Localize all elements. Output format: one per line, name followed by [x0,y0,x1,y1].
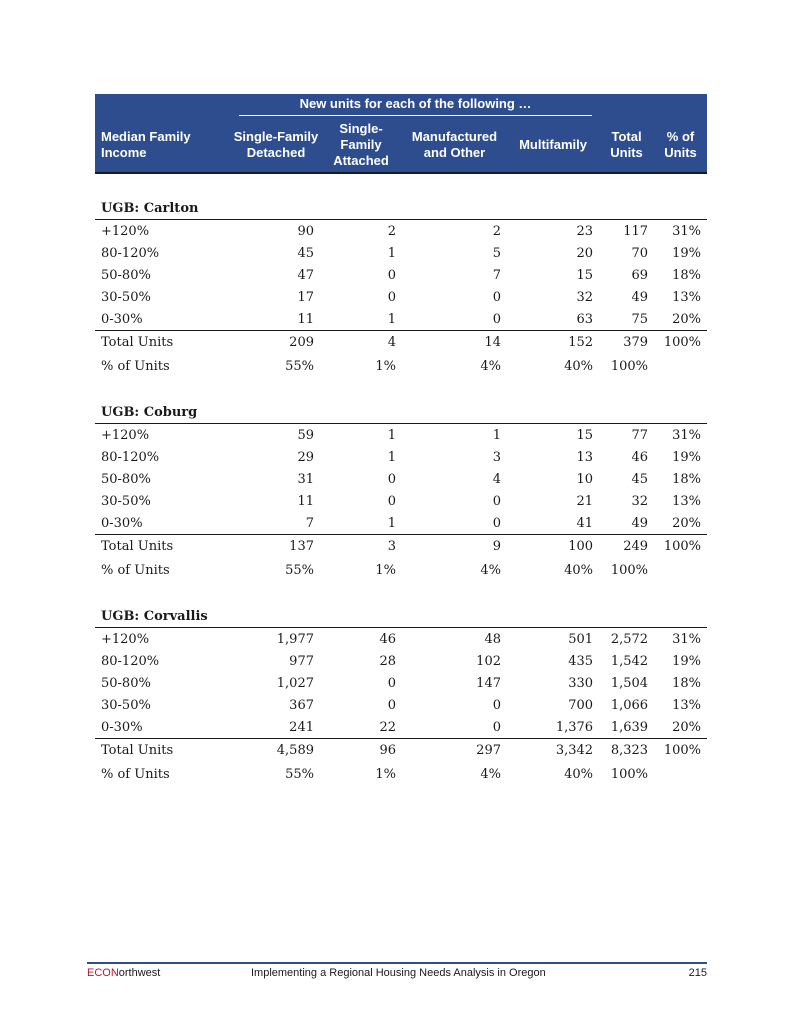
cell-mf: 40% [564,766,594,782]
section-title: UGB: Carlton [95,197,707,220]
section-spacer [95,174,707,197]
cell-sfa: 1% [375,358,396,374]
cell-total: 100% [610,766,649,782]
cell-sfd: 47 [297,267,314,283]
cell-mf: 40% [564,562,594,578]
section-spacer [95,582,707,605]
cell-sfd: 31 [297,471,314,487]
section-header-row [95,401,707,424]
row-label: 30-50% [101,493,151,509]
footer-brand: ECONorthwest [87,967,161,979]
cell-pct: 18% [672,675,702,691]
page-footer [87,962,707,979]
cell-mf: 10 [576,471,594,487]
col-header-sfa: Single-Family Attached [320,118,402,172]
header-group-row [95,94,707,118]
cell-pct [654,558,707,582]
table-row [95,672,707,694]
cell-total: 70 [631,245,649,261]
row-label: 0-30% [101,719,143,735]
section-header-row [95,605,707,628]
cell-mfg: 2 [492,223,501,239]
cell-mfg: 3 [492,449,501,465]
cell-sfa: 28 [379,653,396,669]
col-header-pct: % of Units [654,118,707,172]
cell-mfg: 14 [402,331,507,355]
cell-pct: 18% [672,471,702,487]
cell-sfa: 4 [320,331,402,355]
cell-total: 49 [631,289,649,305]
cell-sfa: 0 [387,289,396,305]
table-row [95,220,707,243]
table-row [95,242,707,264]
row-label: % of Units [101,562,170,578]
housing-units-table-container [95,94,707,786]
section-title: UGB: Corvallis [95,605,707,628]
cell-sfd: 209 [232,331,320,355]
cell-mfg: 297 [402,739,507,763]
row-label: +120% [101,223,150,239]
table-row [95,628,707,651]
cell-mfg: 4% [480,562,501,578]
row-label: 0-30% [101,515,143,531]
cell-mfg: 0 [492,719,501,735]
cell-sfd: 90 [297,223,314,239]
cell-pct: 18% [672,267,702,283]
cell-total: 100% [610,358,649,374]
cell-sfd: 45 [297,245,314,261]
row-label: 0-30% [101,311,143,327]
cell-sfa: 0 [387,675,396,691]
cell-total: 77 [631,427,649,443]
footer-title: Implementing a Regional Housing Needs Analysis in Oregon [251,967,546,979]
cell-mf: 63 [576,311,594,327]
row-label: +120% [101,427,150,443]
cell-pct: 31% [672,427,702,443]
cell-sfd: 55% [285,358,314,374]
total-row [95,535,707,559]
cell-total: 49 [631,515,649,531]
cell-mfg: 102 [476,653,501,669]
cell-sfa: 1 [387,515,396,531]
cell-mfg: 1 [492,427,501,443]
row-label: Total Units [95,535,232,559]
cell-pct: 20% [672,719,702,735]
percent-row [95,354,707,378]
cell-total: 100% [610,562,649,578]
cell-mf: 501 [568,631,594,647]
table-row [95,650,707,672]
table-row [95,446,707,468]
row-label: 50-80% [101,267,151,283]
cell-mfg: 147 [476,675,501,691]
cell-total: 69 [631,267,649,283]
table-row [95,512,707,535]
col-header-manufactured: Manufactured and Other [402,118,507,172]
table-body [95,174,707,786]
row-label: 80-120% [101,653,160,669]
cell-total: 46 [631,449,649,465]
row-label: % of Units [101,766,170,782]
cell-pct: 13% [672,697,702,713]
cell-mfg: 0 [492,697,501,713]
cell-pct: 31% [672,631,702,647]
cell-mf: 15 [576,267,594,283]
section-title: UGB: Coburg [95,401,707,424]
cell-total: 117 [623,223,649,239]
cell-total: 1,504 [610,675,649,691]
table-row [95,490,707,512]
cell-mfg: 9 [402,535,507,559]
cell-total: 1,066 [610,697,649,713]
cell-total: 379 [599,331,654,355]
header-row [95,118,707,172]
cell-sfa: 0 [387,267,396,283]
table-row [95,308,707,331]
cell-mf: 100 [507,535,599,559]
row-label: +120% [101,631,150,647]
cell-total: 32 [631,493,649,509]
cell-sfa: 1 [387,311,396,327]
table-row [95,468,707,490]
cell-pct: 100% [654,535,707,559]
cell-mf: 152 [507,331,599,355]
cell-sfa: 1% [375,562,396,578]
cell-mfg: 5 [492,245,501,261]
row-label: 50-80% [101,471,151,487]
cell-mf: 13 [576,449,594,465]
cell-total: 8,323 [599,739,654,763]
table-row [95,694,707,716]
cell-mf: 3,342 [507,739,599,763]
cell-sfd: 7 [305,515,314,531]
cell-mfg: 4 [492,471,501,487]
row-label: 30-50% [101,697,151,713]
table-row [95,424,707,447]
cell-mfg: 0 [492,311,501,327]
cell-sfa: 1 [387,427,396,443]
cell-total: 249 [599,535,654,559]
cell-sfa: 3 [320,535,402,559]
cell-sfa: 1 [387,245,396,261]
cell-mfg: 4% [480,358,501,374]
cell-sfd: 55% [285,766,314,782]
section-spacer [95,378,707,401]
cell-sfa: 96 [320,739,402,763]
column-group-label: New units for each of the following … [232,94,599,118]
percent-row [95,558,707,582]
cell-sfa: 46 [379,631,396,647]
housing-units-table [95,94,707,786]
row-label: 80-120% [101,449,160,465]
row-label: Total Units [95,331,232,355]
cell-pct: 31% [672,223,702,239]
cell-pct: 20% [672,311,702,327]
cell-sfd: 1,977 [276,631,314,647]
col-header-multifamily: Multifamily [507,118,599,172]
cell-sfa: 0 [387,493,396,509]
total-row [95,331,707,355]
cell-pct: 13% [672,493,702,509]
cell-total: 1,542 [610,653,649,669]
cell-sfa: 0 [387,697,396,713]
cell-mfg: 48 [484,631,501,647]
cell-mf: 700 [568,697,594,713]
cell-total: 2,572 [610,631,649,647]
cell-pct: 13% [672,289,702,305]
cell-pct: 100% [654,331,707,355]
cell-mf: 330 [568,675,594,691]
cell-sfd: 11 [297,493,314,509]
col-header-sfd: Single-Family Detached [232,118,320,172]
cell-sfd: 137 [232,535,320,559]
row-label: % of Units [101,358,170,374]
col-header-total: Total Units [599,118,654,172]
cell-sfa: 1 [387,449,396,465]
cell-mf: 15 [576,427,594,443]
cell-sfd: 4,589 [232,739,320,763]
cell-mfg: 0 [492,493,501,509]
cell-sfd: 367 [289,697,314,713]
cell-sfa: 2 [387,223,396,239]
cell-mfg: 0 [492,289,501,305]
cell-mf: 21 [576,493,594,509]
row-label: Total Units [95,739,232,763]
table-row [95,716,707,739]
percent-row [95,762,707,786]
cell-mf: 1,376 [555,719,594,735]
cell-pct: 100% [654,739,707,763]
table-row [95,264,707,286]
cell-sfd: 29 [297,449,314,465]
cell-pct: 19% [672,245,702,261]
cell-mf: 41 [576,515,594,531]
cell-mf: 20 [576,245,594,261]
row-label: 30-50% [101,289,151,305]
cell-mfg: 7 [492,267,501,283]
page-number: 215 [688,967,707,979]
cell-sfa: 22 [379,719,396,735]
cell-sfd: 1,027 [276,675,314,691]
cell-sfd: 59 [297,427,314,443]
cell-sfd: 55% [285,562,314,578]
cell-sfa: 1% [375,766,396,782]
cell-total: 75 [631,311,649,327]
cell-mfg: 0 [492,515,501,531]
cell-mf: 23 [576,223,594,239]
total-row [95,739,707,763]
cell-pct [654,762,707,786]
row-label: 80-120% [101,245,160,261]
cell-pct: 19% [672,653,702,669]
cell-mf: 40% [564,358,594,374]
cell-mfg: 4% [480,766,501,782]
row-label: 50-80% [101,675,151,691]
cell-sfd: 17 [297,289,314,305]
cell-pct: 20% [672,515,702,531]
cell-sfd: 977 [289,653,314,669]
cell-sfd: 241 [289,719,314,735]
cell-sfa: 0 [387,471,396,487]
cell-pct: 19% [672,449,702,465]
cell-sfd: 11 [297,311,314,327]
cell-mf: 435 [568,653,594,669]
cell-total: 1,639 [610,719,649,735]
cell-total: 45 [631,471,649,487]
cell-mf: 32 [576,289,594,305]
col-header-income: Median Family Income [95,118,232,172]
table-row [95,286,707,308]
section-header-row [95,197,707,220]
cell-pct [654,354,707,378]
